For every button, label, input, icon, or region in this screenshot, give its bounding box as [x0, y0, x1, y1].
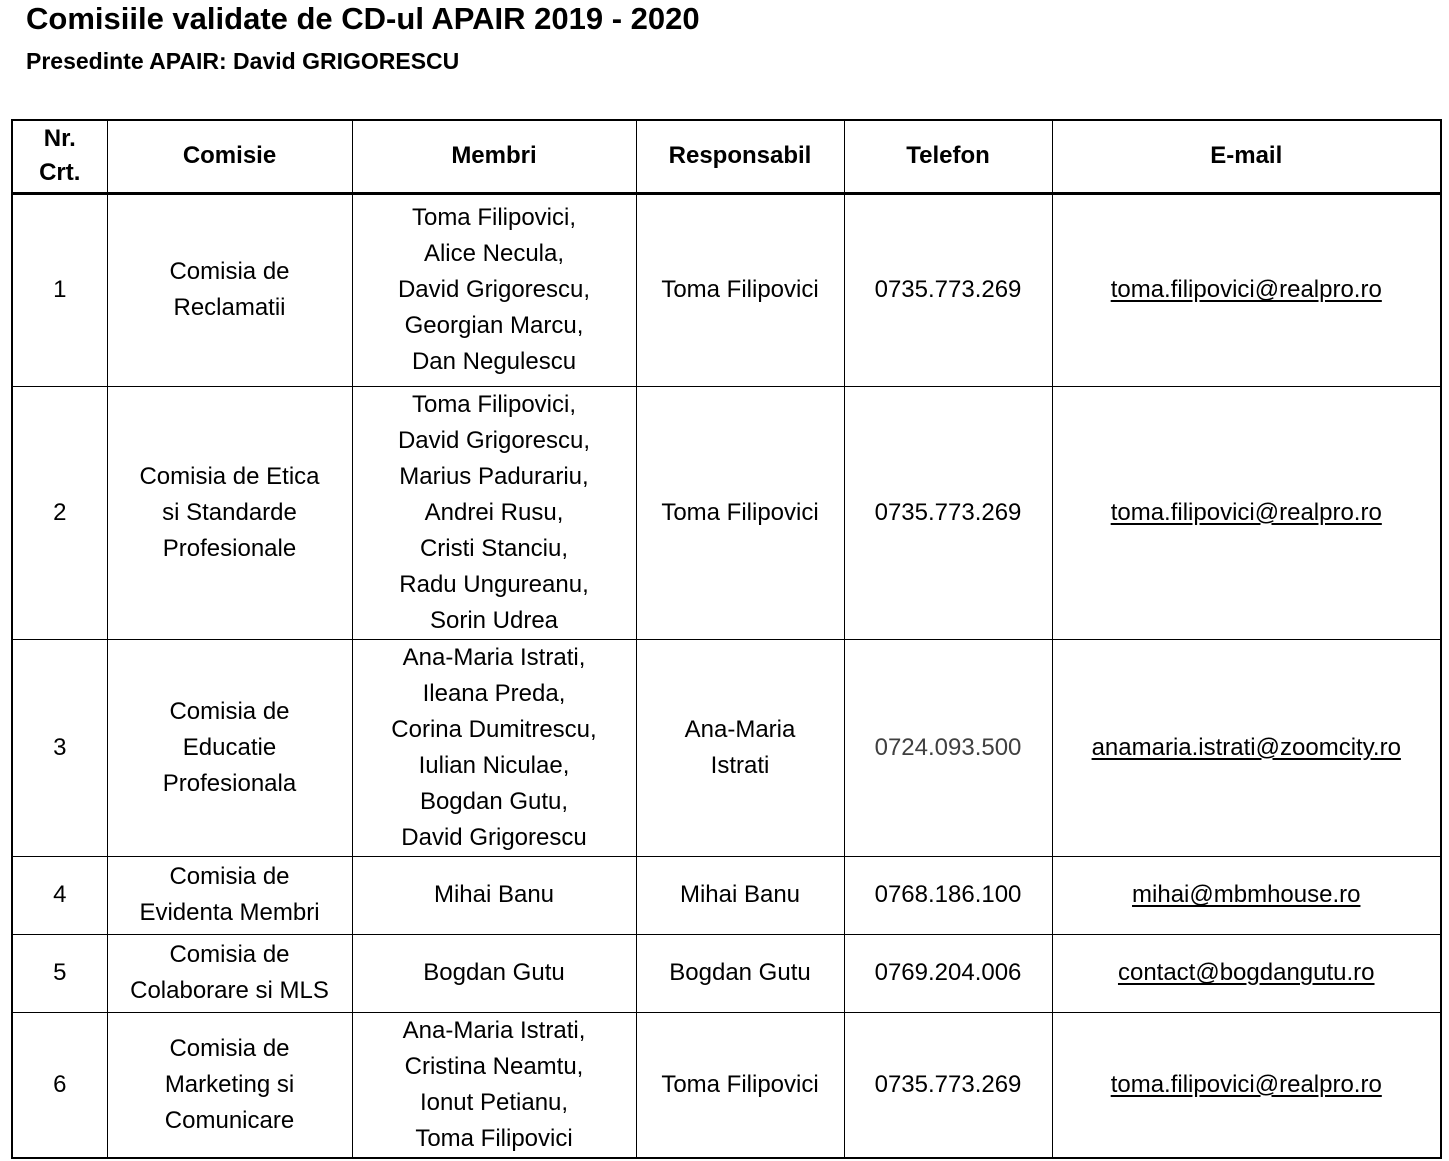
member-name: Bogdan Gutu,	[419, 787, 569, 815]
cell-membri	[352, 386, 636, 639]
comisie-line: Reclamatii	[173, 294, 286, 321]
cell-telefon: 0735.773.269	[844, 386, 1052, 639]
comisie-line: Comisia de	[169, 258, 290, 285]
member-name: Bogdan Gutu	[423, 959, 565, 986]
email-link[interactable]: anamaria.istrati@zoomcity.ro	[1091, 733, 1401, 761]
cell-responsabil	[636, 386, 844, 639]
table-row	[12, 856, 1441, 934]
member-name: Marius Padurariu,	[399, 462, 589, 490]
comisie-line: Educatie	[182, 733, 277, 761]
cell-telefon: 0735.773.269	[844, 1012, 1052, 1158]
cell-comisie	[107, 856, 352, 934]
member-name: Ana-Maria Istrati,	[402, 1016, 586, 1044]
table-header-row	[12, 120, 1441, 193]
cell-telefon: 0768.186.100	[844, 856, 1052, 934]
cell-email	[1052, 856, 1441, 934]
member-name: David Grigorescu	[401, 823, 587, 851]
member-name: Toma Filipovici,	[411, 390, 577, 418]
cell-telefon: 0735.773.269	[844, 193, 1052, 386]
table-body	[12, 193, 1441, 1158]
cell-nr: 4	[12, 856, 107, 934]
cell-membri	[352, 1012, 636, 1158]
member-name: Corina Dumitrescu,	[391, 715, 597, 743]
cell-membri	[352, 856, 636, 934]
cell-telefon: 0769.204.006	[844, 934, 1052, 1012]
header-crt-line: Crt.	[39, 159, 81, 187]
header-nr-line: Nr.	[43, 125, 76, 153]
cell-comisie	[107, 639, 352, 856]
cell-comisie	[107, 934, 352, 1012]
cell-responsabil	[636, 856, 844, 934]
comisie-line: Comisia de Etica	[139, 462, 320, 490]
member-name: Cristina Neamtu,	[404, 1052, 584, 1080]
responsabil-line: Bogdan Gutu	[669, 959, 811, 986]
member-name: Toma Filipovici,	[411, 204, 577, 231]
table-row	[12, 934, 1441, 1012]
comisie-line: Profesionale	[162, 534, 297, 562]
responsabil-line: Ana-Maria	[684, 715, 796, 743]
header-membri: Membri	[352, 120, 636, 193]
cell-nr: 2	[12, 386, 107, 639]
comisie-line: Evidenta Membri	[139, 899, 320, 926]
table-row	[12, 639, 1441, 856]
cell-email	[1052, 1012, 1441, 1158]
cell-responsabil	[636, 639, 844, 856]
responsabil-line: Istrati	[710, 751, 770, 779]
cell-responsabil	[636, 934, 844, 1012]
member-name: Toma Filipovici	[415, 1124, 573, 1152]
member-name: Andrei Rusu,	[424, 498, 564, 526]
cell-email	[1052, 934, 1441, 1012]
cell-nr: 3	[12, 639, 107, 856]
cell-responsabil	[636, 193, 844, 386]
member-name: David Grigorescu,	[397, 276, 591, 303]
email-link[interactable]: contact@bogdangutu.ro	[1117, 959, 1375, 986]
cell-membri	[352, 934, 636, 1012]
member-name: Radu Ungureanu,	[399, 570, 589, 598]
member-name: Ileana Preda,	[422, 679, 566, 707]
header-telefon: Telefon	[844, 120, 1052, 193]
comisie-line: Comisia de	[169, 697, 290, 725]
member-name: Ana-Maria Istrati,	[402, 643, 586, 671]
table-row	[12, 386, 1441, 639]
cell-comisie	[107, 193, 352, 386]
cell-comisie	[107, 386, 352, 639]
comisie-line: Comisia de	[169, 941, 290, 968]
member-name: Mihai Banu	[433, 881, 555, 908]
email-link[interactable]: toma.filipovici@realpro.ro	[1110, 276, 1382, 303]
email-link[interactable]: toma.filipovici@realpro.ro	[1110, 498, 1382, 526]
member-name: Iulian Niculae,	[418, 751, 570, 779]
cell-nr: 5	[12, 934, 107, 1012]
member-name: Dan Negulescu	[411, 348, 577, 375]
cell-comisie	[107, 1012, 352, 1158]
document-subtitle: Presedinte APAIR: David GRIGORESCU	[26, 48, 460, 74]
responsabil-line: Mihai Banu	[679, 881, 801, 908]
cell-nr: 6	[12, 1012, 107, 1158]
cell-nr: 1	[12, 193, 107, 386]
header-nr-crt	[12, 120, 107, 193]
email-link[interactable]: toma.filipovici@realpro.ro	[1110, 1070, 1382, 1098]
header-responsabil: Responsabil	[636, 120, 844, 193]
header-comisie: Comisie	[107, 120, 352, 193]
email-link[interactable]: mihai@mbmhouse.ro	[1132, 881, 1361, 908]
document-title: Comisiile validate de CD-ul APAIR 2019 - 2020	[26, 1, 700, 36]
cell-membri	[352, 639, 636, 856]
header-email: E-mail	[1052, 120, 1441, 193]
member-name: Cristi Stanciu,	[419, 534, 569, 562]
member-name: Alice Necula,	[423, 240, 565, 267]
cell-membri	[352, 193, 636, 386]
comisie-line: Colaborare si MLS	[130, 977, 329, 1004]
member-name: David Grigorescu,	[397, 426, 591, 454]
comisie-line: Comisia de	[169, 863, 290, 890]
member-name: Georgian Marcu,	[404, 312, 584, 339]
cell-email	[1052, 193, 1441, 386]
table-row	[12, 193, 1441, 386]
comisie-line: Profesionala	[162, 769, 297, 797]
comisie-line: Marketing si	[164, 1070, 295, 1098]
cell-telefon: 0724.093.500	[844, 639, 1052, 856]
responsabil-line: Toma Filipovici	[661, 276, 819, 303]
cell-email	[1052, 639, 1441, 856]
cell-responsabil	[636, 1012, 844, 1158]
comisie-line: si Standarde	[162, 498, 297, 526]
member-name: Ionut Petianu,	[419, 1088, 569, 1116]
comisie-line: Comisia de	[169, 1034, 290, 1062]
table-row	[12, 1012, 1441, 1158]
cell-email	[1052, 386, 1441, 639]
committees-table	[11, 119, 1442, 1159]
comisie-line: Comunicare	[164, 1106, 295, 1134]
responsabil-line: Toma Filipovici	[661, 498, 819, 526]
responsabil-line: Toma Filipovici	[661, 1070, 819, 1098]
member-name: Sorin Udrea	[429, 606, 559, 634]
